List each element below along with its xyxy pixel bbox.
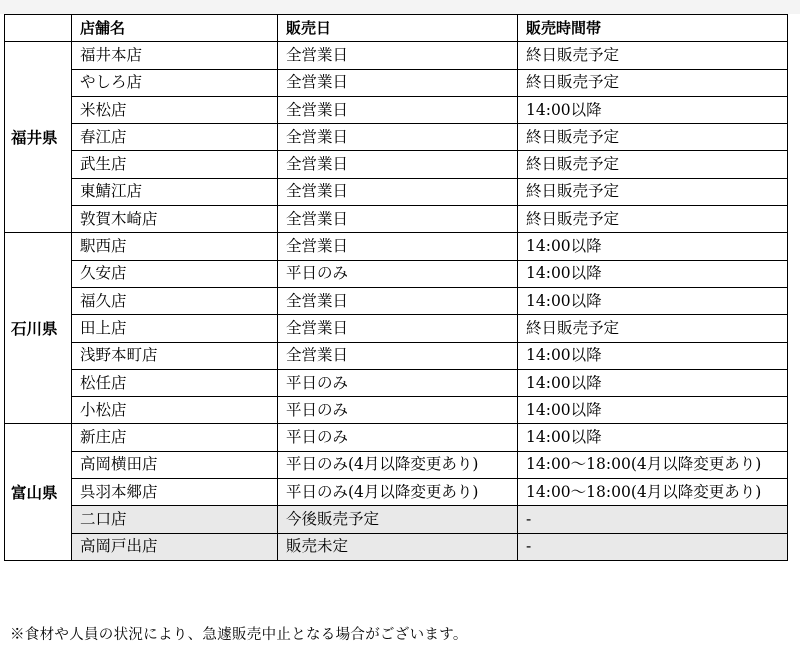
table-row <box>5 206 788 233</box>
sales-days-cell: 平日のみ <box>278 424 518 451</box>
table-row <box>5 260 788 287</box>
table-row <box>5 287 788 314</box>
store-name-cell: 小松店 <box>72 397 278 424</box>
header-hours: 販売時間帯 <box>518 15 788 42</box>
store-name-cell: 武生店 <box>72 151 278 178</box>
sales-hours-cell: 14:00以降 <box>518 342 788 369</box>
sales-days-cell: 全営業日 <box>278 151 518 178</box>
table-row <box>5 233 788 260</box>
table-row <box>5 506 788 533</box>
sales-hours-cell: 14:00以降 <box>518 397 788 424</box>
sales-hours-cell: 14:00以降 <box>518 96 788 123</box>
sales-days-cell: 全営業日 <box>278 69 518 96</box>
table-body <box>5 42 788 561</box>
store-name-cell: 東鯖江店 <box>72 178 278 205</box>
table-row <box>5 451 788 478</box>
sales-schedule-table <box>4 14 788 561</box>
store-name-cell: 田上店 <box>72 315 278 342</box>
store-name-cell: 福井本店 <box>72 42 278 69</box>
store-name-cell: 駅西店 <box>72 233 278 260</box>
table-row <box>5 151 788 178</box>
table-row <box>5 342 788 369</box>
store-name-cell: 春江店 <box>72 124 278 151</box>
sales-hours-cell: 14:00〜18:00(4月以降変更あり) <box>518 479 788 506</box>
sales-hours-cell: 終日販売予定 <box>518 178 788 205</box>
table-row <box>5 42 788 69</box>
header-days: 販売日 <box>278 15 518 42</box>
sales-hours-cell: 終日販売予定 <box>518 315 788 342</box>
sales-days-cell: 全営業日 <box>278 315 518 342</box>
sales-days-cell: 平日のみ(4月以降変更あり) <box>278 479 518 506</box>
sales-days-cell: 平日のみ <box>278 397 518 424</box>
sales-hours-cell: 終日販売予定 <box>518 206 788 233</box>
store-name-cell: 呉羽本郷店 <box>72 479 278 506</box>
footnote: ※食材や人員の状況により、急遽販売中止となる場合がございます。 <box>10 627 468 643</box>
table-row <box>5 424 788 451</box>
header-store: 店舗名 <box>72 15 278 42</box>
header-corner-cell <box>5 15 72 42</box>
sales-days-cell: 全営業日 <box>278 124 518 151</box>
table-row <box>5 369 788 396</box>
store-name-cell: 高岡戸出店 <box>72 533 278 560</box>
store-name-cell: 福久店 <box>72 287 278 314</box>
prefecture-label: 石川県 <box>5 233 72 424</box>
sales-days-cell: 全営業日 <box>278 42 518 69</box>
sales-hours-cell: 14:00以降 <box>518 260 788 287</box>
sales-hours-cell: 14:00以降 <box>518 287 788 314</box>
table-row <box>5 69 788 96</box>
sales-days-cell: 全営業日 <box>278 287 518 314</box>
sales-hours-cell: 14:00〜18:00(4月以降変更あり) <box>518 451 788 478</box>
sales-hours-cell: - <box>518 506 788 533</box>
table-row <box>5 96 788 123</box>
sales-days-cell: 全営業日 <box>278 233 518 260</box>
sales-days-cell: 全営業日 <box>278 96 518 123</box>
prefecture-label: 富山県 <box>5 424 72 560</box>
prefecture-label: 福井県 <box>5 42 72 233</box>
table-row <box>5 397 788 424</box>
sales-hours-cell: 終日販売予定 <box>518 151 788 178</box>
sales-hours-cell: 14:00以降 <box>518 369 788 396</box>
sales-days-cell: 全営業日 <box>278 206 518 233</box>
sales-days-cell: 今後販売予定 <box>278 506 518 533</box>
store-name-cell: 米松店 <box>72 96 278 123</box>
sales-days-cell: 平日のみ(4月以降変更あり) <box>278 451 518 478</box>
store-name-cell: やしろ店 <box>72 69 278 96</box>
sales-days-cell: 平日のみ <box>278 369 518 396</box>
sales-hours-cell: 終日販売予定 <box>518 124 788 151</box>
sales-days-cell: 販売未定 <box>278 533 518 560</box>
sales-hours-cell: - <box>518 533 788 560</box>
store-name-cell: 久安店 <box>72 260 278 287</box>
table-row <box>5 479 788 506</box>
header-row <box>5 15 788 42</box>
sales-days-cell: 平日のみ <box>278 260 518 287</box>
table-row <box>5 533 788 560</box>
sales-hours-cell: 14:00以降 <box>518 424 788 451</box>
sales-hours-cell: 終日販売予定 <box>518 69 788 96</box>
table-row <box>5 124 788 151</box>
table-row <box>5 178 788 205</box>
store-name-cell: 浅野本町店 <box>72 342 278 369</box>
sales-hours-cell: 14:00以降 <box>518 233 788 260</box>
sales-hours-cell: 終日販売予定 <box>518 42 788 69</box>
store-name-cell: 二口店 <box>72 506 278 533</box>
store-name-cell: 松任店 <box>72 369 278 396</box>
store-name-cell: 新庄店 <box>72 424 278 451</box>
sales-days-cell: 全営業日 <box>278 178 518 205</box>
store-name-cell: 敦賀木崎店 <box>72 206 278 233</box>
store-name-cell: 高岡横田店 <box>72 451 278 478</box>
sales-days-cell: 全営業日 <box>278 342 518 369</box>
table-row <box>5 315 788 342</box>
top-margin-band <box>0 0 800 14</box>
